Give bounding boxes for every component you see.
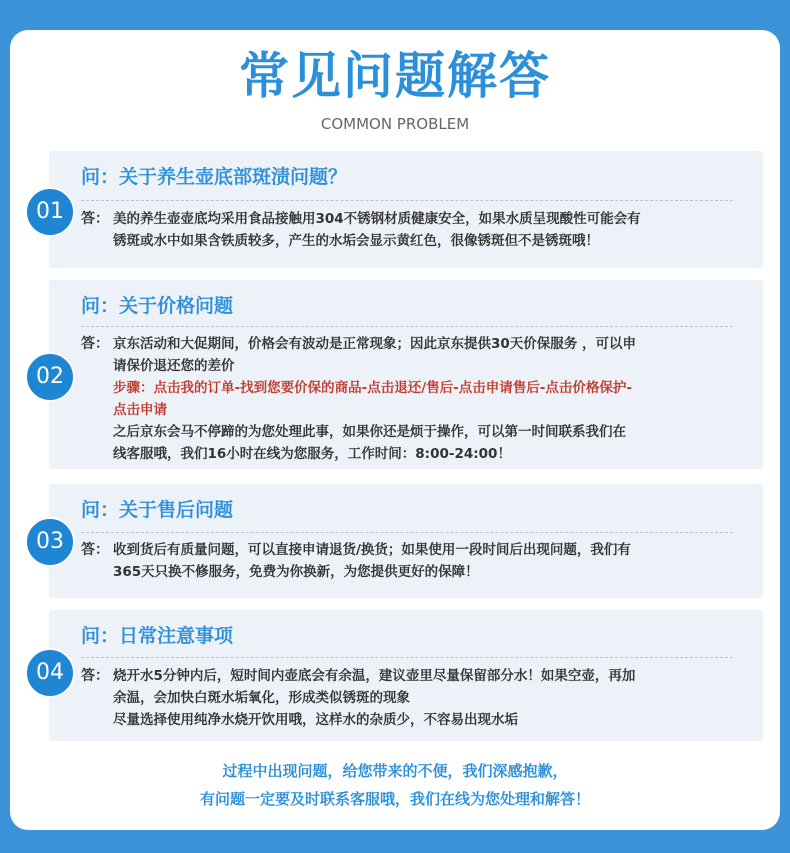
answer-line: 之后京东会马不停蹄的为您处理此事，如果你还是烦于操作，可以第一时间联系我们在 <box>113 424 626 440</box>
answer-line: 锈斑或水中如果含铁质较多，产生的水垢会显示黄红色，很像锈斑但不是锈斑哦！ <box>113 233 599 249</box>
faq-item-4 <box>36 610 763 741</box>
question-title: 问：关于养生壶底部斑渍问题？ <box>81 166 348 188</box>
question-title: 问：日常注意事项 <box>81 625 234 647</box>
answer-line: 余温，会加快白斑水垢氧化，形成类似锈斑的现象 <box>113 690 410 706</box>
answer-line: 烧开水5分钟内后，短时间内壶底会有余温，建议壶里尽量保留部分水！如果空壶，再加 <box>113 668 636 684</box>
answer-line: 请保价退还您的差价 <box>113 358 235 374</box>
faq-item-2 <box>36 280 763 469</box>
answer-line: 收到货后有质量问题，可以直接申请退货/换货；如果使用一段时间后出现问题，我们有 <box>113 542 631 558</box>
answer-line: 365天只换不修服务，免费为你换新，为您提供更好的保障！ <box>113 564 479 580</box>
number-badge: 04 <box>25 648 75 698</box>
answer-label: 答： <box>81 211 109 227</box>
answer-line: 美的养生壶壶底均采用食品接触用304不锈钢材质健康安全，如果水质呈现酸性可能会有 <box>113 211 641 227</box>
number-badge: 03 <box>25 517 75 567</box>
steps-line: 步骤：点击我的订单-找到您要价保的商品-点击退还/售后-点击申请售后-点击价格保护- <box>113 380 632 396</box>
answer-text <box>113 665 753 731</box>
question-title: 问：关于价格问题 <box>81 295 234 317</box>
number-badge: 02 <box>25 352 75 402</box>
steps-line: 点击申请 <box>113 402 167 418</box>
answer-line: 尽量选择使用纯净水烧开饮用哦，这样水的杂质少，不容易出现水垢 <box>113 712 518 728</box>
answer-text <box>113 539 753 583</box>
question-title: 问：关于售后问题 <box>81 499 234 521</box>
answer-label: 答： <box>81 668 109 684</box>
faq-item-1 <box>36 151 763 268</box>
page-title: 常见问题解答 <box>239 47 551 105</box>
answer-text <box>113 333 753 465</box>
footer-line-1: 过程中出现问题，给您带来的不便，我们深感抱歉， <box>222 762 568 780</box>
page-subtitle: COMMON PROBLEM <box>320 115 470 133</box>
dashed-divider <box>81 200 733 201</box>
answer-label: 答： <box>81 542 109 558</box>
answer-line: 京东活动和大促期间，价格会有波动是正常现象；因此京东提供30天价保服务 ，可以申 <box>113 336 636 352</box>
number-badge: 01 <box>25 187 75 237</box>
answer-label: 答： <box>81 336 109 352</box>
dashed-divider <box>81 326 733 327</box>
answer-text <box>113 208 753 252</box>
dashed-divider <box>81 657 733 658</box>
faq-item-3 <box>36 484 763 598</box>
answer-line: 线客服哦，我们16小时在线为您服务，工作时间：8:00-24:00！ <box>113 446 511 462</box>
footer-line-2: 有问题一定要及时联系客服哦，我们在线为您处理和解答！ <box>199 790 590 808</box>
dashed-divider <box>81 532 733 533</box>
